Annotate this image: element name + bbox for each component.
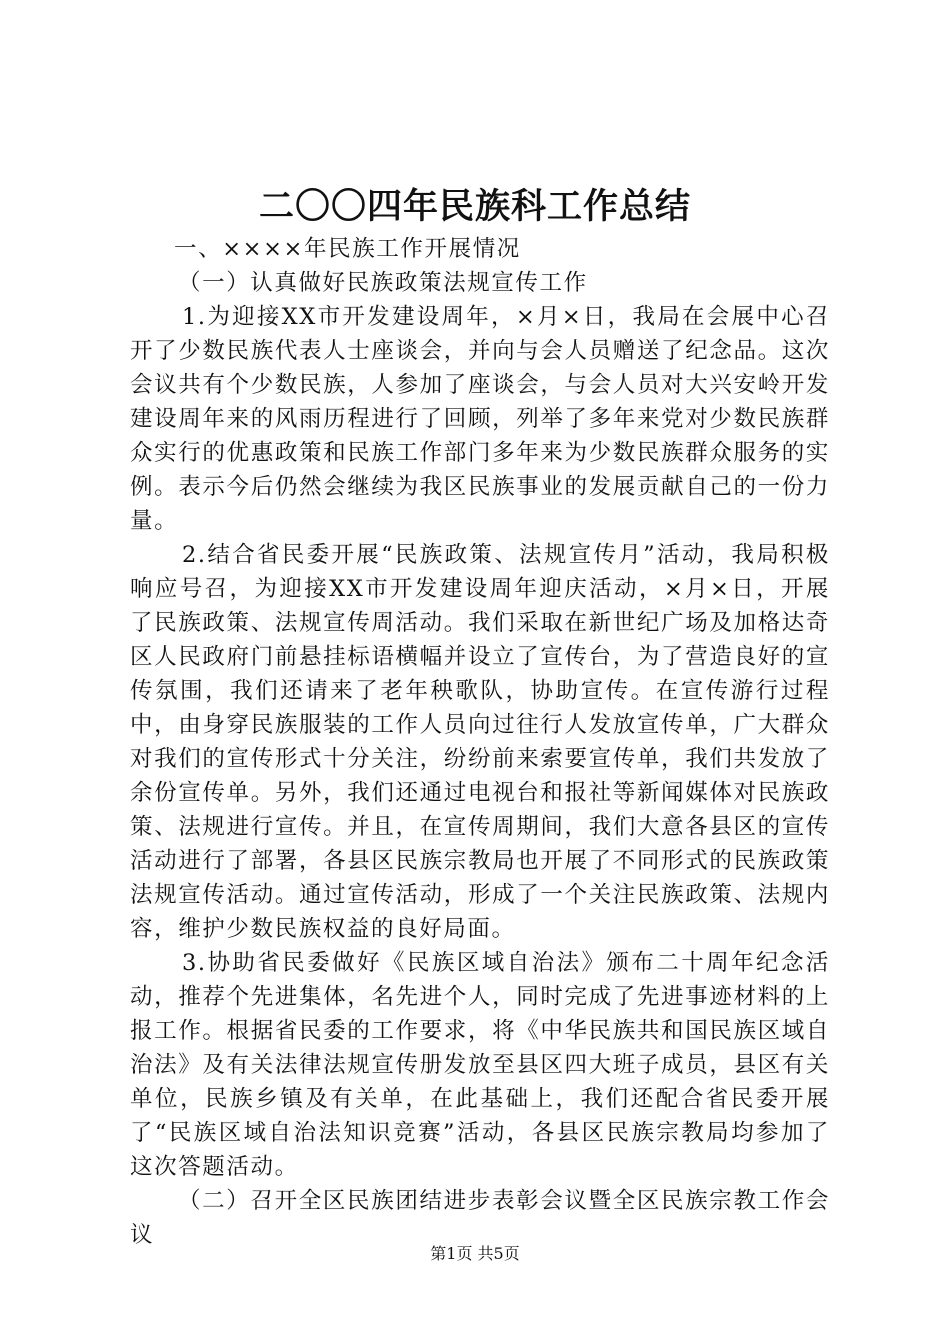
paragraph-3: 3.协助省民委做好《民族区域自治法》颁布二十周年纪念活动，推荐个先进集体，名先进个人，同时完成了先进事迹材料的上报工作。根据省民委的工作要求，将《中华民族共和国民族区域自治法》及有关法律法规宣传册发放至县区四大班子成员，县区有关单位，民族乡镇及有关单，在此基础上，我们还配合省民委开展了“民族区域自治法知识竞赛”活动，各县区民族宗教局均参加了这次答题活动。 [130, 950, 830, 1180]
subsection-heading-2: （二）召开全区民族团结进步表彰会议暨全区民族宗教工作会议 [130, 1188, 830, 1248]
page-footer: 第1页 共5页 [430, 1244, 520, 1263]
paragraph-1: 1.为迎接XX市开发建设周年，×月×日，我局在会展中心召开了少数民族代表人士座谈会，并向与会人员赠送了纪念品。这次会议共有个少数民族，人参加了座谈会，与会人员对大兴安岭开发建设周年来的风雨历程进行了回顾，列举了多年来党对少数民族群众实行的优惠政策和民族工作部门多年来为少数民族群众服务的实例。表示今后仍然会继续为我区民族事业的发展贡献自己的一份力量。 [130, 304, 830, 534]
paragraph-2: 2.结合省民委开展“民族政策、法规宣传月”活动，我局积极响应号召，为迎接XX市开发建设周年迎庆活动，×月×日，开展了民族政策、法规宣传周活动。我们采取在新世纪广场及加格达奇区人民政府门前悬挂标语横幅并设立了宣传台，为了营造良好的宣传氛围，我们还请来了老年秧歌队，协助宣传。在宣传游行过程中，由身穿民族服装的工作人员向过往行人发放宣传单，广大群众对我们的宣传形式十分关注，纷纷前来索要宣传单，我们共发放了余份宣传单。另外，我们还通过电视台和报社等新闻媒体对民族政策、法规进行宣传。并且，在宣传周期间，我们大意各县区的宣传活动进行了部署，各县区民族宗教局也开展了不同形式的民族政策法规宣传活动。通过宣传活动，形成了一个关注民族政策、法规内容，维护少数民族权益的良好局面。 [130, 542, 830, 942]
subsection-heading-1: （一）认真做好民族政策法规宣传工作 [178, 270, 588, 296]
document-body [130, 232, 830, 1252]
document-title: 二〇〇四年民族科工作总结 [258, 186, 691, 227]
section-heading-1: 一、××××年民族工作开展情况 [174, 236, 521, 262]
